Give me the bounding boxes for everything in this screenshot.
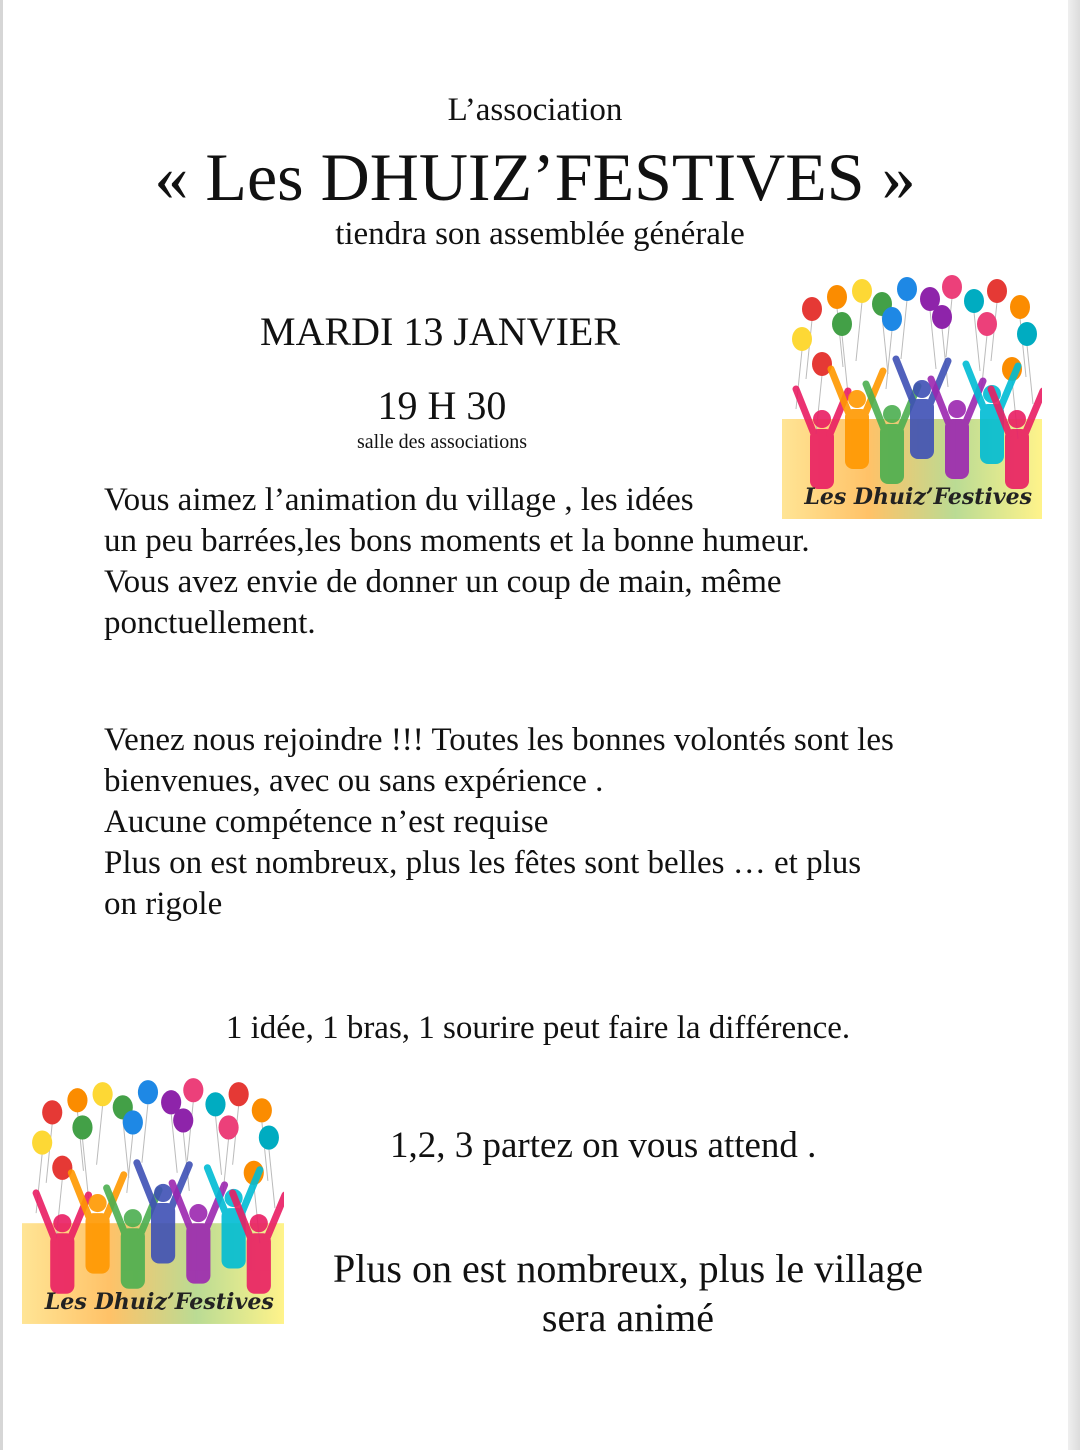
invitation-paragraph: [104, 480, 810, 644]
balloon: [229, 1082, 249, 1106]
paragraph-line: Vous aimez l’animation du village , les idées: [104, 482, 694, 518]
balloon: [93, 1082, 113, 1106]
balloon-string: [901, 300, 907, 359]
balloon: [977, 312, 997, 336]
balloon: [802, 297, 822, 321]
balloon: [72, 1115, 92, 1139]
balloon: [964, 289, 984, 313]
event-subtitle: tiendra son assemblée générale: [335, 216, 745, 252]
balloon: [138, 1080, 158, 1104]
balloon: [852, 279, 872, 303]
festives-logo-graphic: [782, 268, 1042, 520]
balloon: [252, 1098, 272, 1122]
join-paragraph: [104, 720, 894, 925]
balloon: [42, 1100, 62, 1124]
balloon: [32, 1130, 52, 1154]
paragraph-line: Vous avez envie de donner un coup de main, même: [104, 564, 782, 600]
slogan: 1 idée, 1 bras, 1 sourire peut faire la différence.: [225, 1010, 851, 1046]
balloon: [1017, 322, 1037, 346]
balloon-string: [97, 1105, 103, 1164]
balloon-string: [142, 1103, 148, 1162]
balloon-string: [856, 302, 862, 361]
balloon: [219, 1115, 239, 1139]
paragraph-line: Venez nous rejoindre !!! Toutes les bonnes volontés sont les: [104, 722, 894, 758]
paragraph-line: Aucune compétence n’est requise: [104, 804, 549, 840]
balloon: [67, 1088, 87, 1112]
paragraph-line: ponctuellement.: [104, 605, 316, 641]
event-date: MARDI 13 JANVIER: [260, 309, 620, 354]
balloon-string: [269, 1149, 275, 1208]
balloon: [827, 285, 847, 309]
balloon: [882, 307, 902, 331]
festives-logo-graphic: [22, 1072, 284, 1324]
balloon: [259, 1125, 279, 1149]
balloon: [832, 312, 852, 336]
balloon: [932, 305, 952, 329]
event-time: 19 H 30: [377, 383, 507, 428]
balloon: [987, 279, 1007, 303]
festives-logo-image: [782, 268, 1042, 520]
event-venue: salle des associations: [357, 431, 527, 453]
balloon: [897, 277, 917, 301]
paragraph-line: Plus on est nombreux, plus les fêtes sont belles … et plus: [104, 845, 862, 881]
balloon: [942, 275, 962, 299]
balloon: [792, 327, 812, 351]
paragraph-line: bienvenues, avec ou sans expérience .: [104, 763, 604, 799]
countdown-text: 1,2, 3 partez on vous attend .: [390, 1125, 817, 1166]
balloon-string: [1027, 345, 1033, 404]
association-title: « Les DHUIZ’FESTIVES »: [154, 139, 916, 215]
closing-text: Plus on est nombreux, plus le village sera animé: [333, 1246, 923, 1340]
logo-wordmark: Les Dhuiz’Festives: [44, 1288, 274, 1315]
balloon: [183, 1078, 203, 1102]
logo-wordmark: Les Dhuiz’Festives: [804, 484, 1032, 510]
balloon: [173, 1108, 193, 1132]
association-intro: L’association: [447, 92, 623, 128]
balloon: [123, 1110, 143, 1134]
paragraph-line: on rigole: [104, 886, 223, 922]
festives-logo-image: [22, 1072, 284, 1324]
balloon: [1010, 295, 1030, 319]
balloon: [205, 1092, 225, 1116]
paragraph-line: un peu barrées,les bons moments et la bonne humeur.: [104, 523, 810, 559]
